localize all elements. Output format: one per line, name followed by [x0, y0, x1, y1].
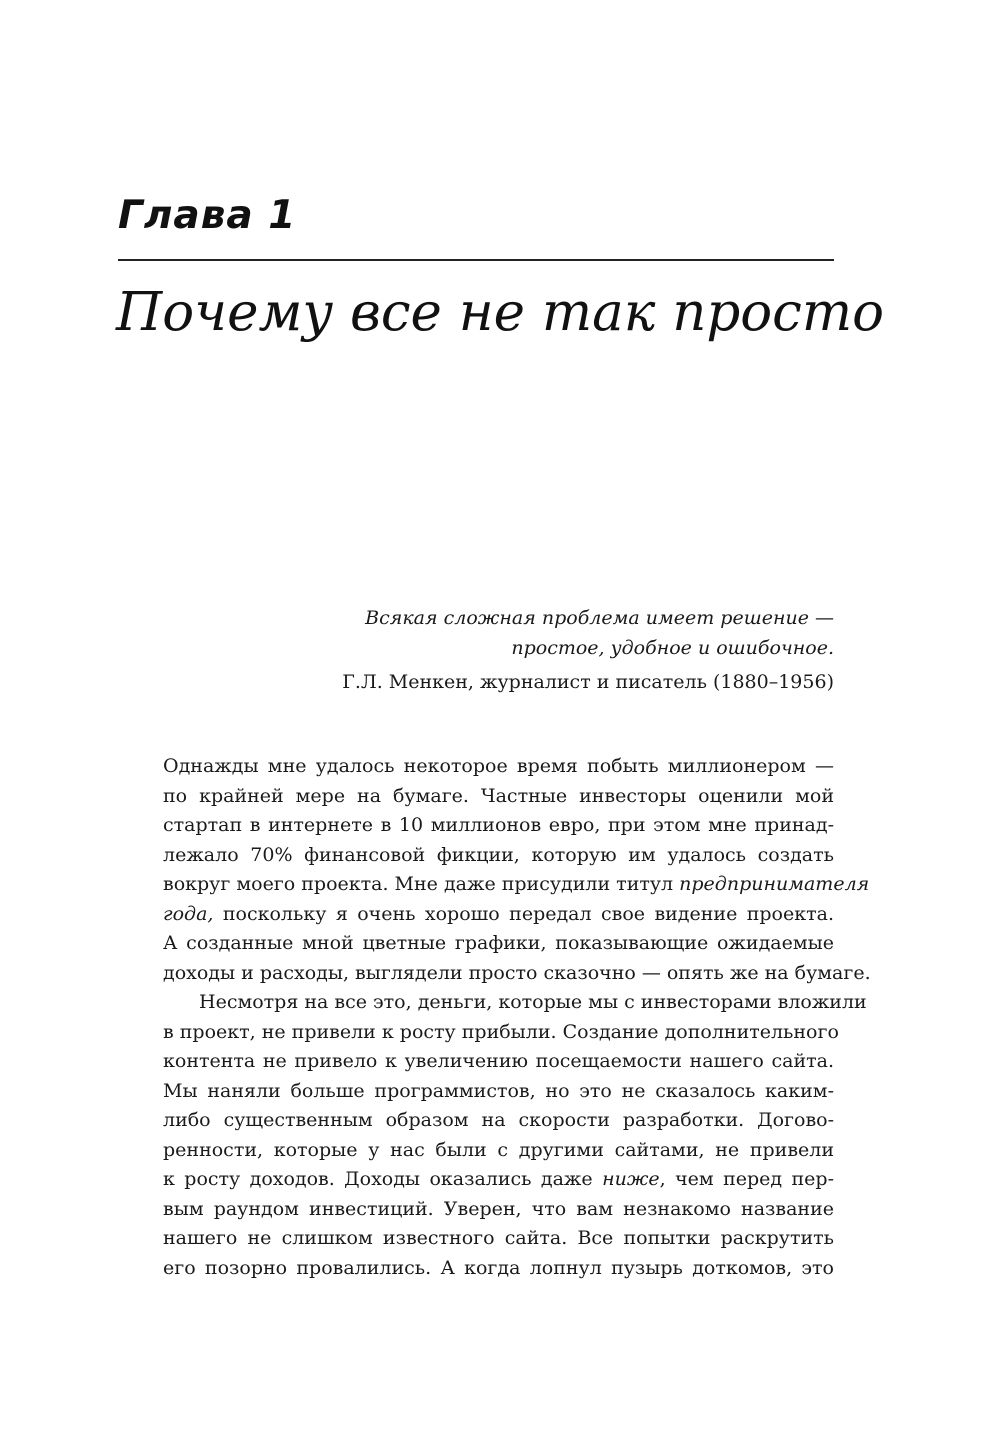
text-line: в проект, не привели к росту прибыли. Создание дополнительного	[163, 1020, 839, 1043]
epigraph-quote-line: простое, удобное и ошибочное.	[511, 637, 834, 659]
epigraph-source: Г.Л. Менкен, журналист и писатель (1880–1956)	[342, 671, 834, 693]
text-line: вым раундом инвестиций. Уверен, что вам незнакомо название	[163, 1197, 834, 1220]
chapter-label: Глава 1	[118, 193, 297, 238]
paragraph	[163, 988, 867, 1283]
emphasis-text: года,	[163, 902, 214, 925]
chapter-title: Почему все не так просто	[116, 282, 885, 343]
text-line: стартап в интернете в 10 миллионов евро, при этом мне принад-	[163, 814, 834, 836]
text-line: Мы наняли больше программистов, но это не сказалось каким-	[163, 1079, 834, 1102]
text-fragment: поскольку я очень хорошо передал свое видение проекта.	[213, 902, 834, 925]
body-text	[163, 752, 871, 1283]
text-line: по крайней мере на бумаге. Частные инвесторы оценили мой	[163, 784, 834, 807]
text-line: его позорно провалились. А когда лопнул пузырь доткомов, это	[163, 1256, 834, 1279]
text-line: Однажды мне удалось некоторое время побыть миллионером —	[163, 755, 834, 777]
text-line: нашего не слишком известного сайта. Все попытки раскрутить	[163, 1227, 834, 1249]
text-line: ренности, которые у нас были с другими сайтами, не привели	[163, 1138, 834, 1161]
epigraph-quote-line: Всякая сложная проблема имеет решение —	[365, 607, 834, 629]
epigraph	[274, 603, 834, 697]
text-line: Несмотря на все это, деньги, которые мы с инвесторами вложили	[199, 991, 867, 1013]
emphasis-text: предпринимателя	[679, 873, 870, 895]
paragraph	[163, 752, 871, 988]
text-line: А созданные мной цветные графики, показывающие ожидаемые	[163, 932, 834, 954]
text-line: доходы и расходы, выглядели просто сказочно — опять же на бумаге.	[163, 961, 871, 984]
chapter-rule	[118, 259, 834, 261]
text-line: либо существенным образом на скорости разработки. Догово-	[163, 1109, 834, 1131]
emphasis-text: ниже	[602, 1168, 660, 1190]
text-fragment: вокруг моего проекта. Мне даже присудили титул	[163, 873, 680, 895]
text-fragment: к росту доходов. Доходы оказались даже	[163, 1168, 603, 1190]
text-line	[163, 870, 870, 900]
text-line: контента не привело к увеличению посещаемости нашего сайта.	[163, 1050, 834, 1072]
text-line	[163, 1165, 834, 1195]
text-fragment: , чем перед пер-	[659, 1168, 834, 1190]
text-line	[163, 900, 834, 930]
text-line: лежало 70% финансовой фикции, которую им удалось создать	[163, 843, 834, 866]
